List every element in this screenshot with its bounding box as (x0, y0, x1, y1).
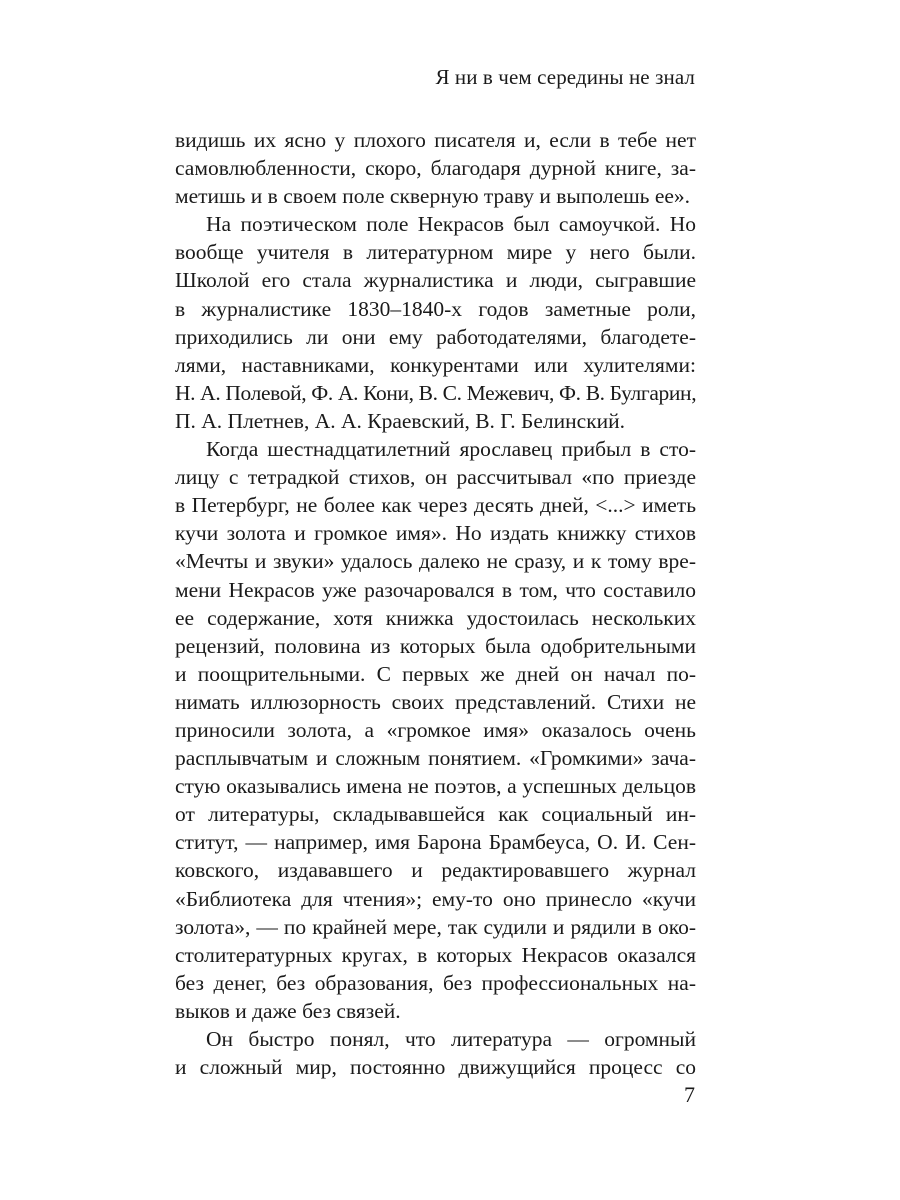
text-line: без денег, без образования, без профессиональных на- (175, 970, 696, 995)
text-line: На поэтическом поле Некрасов был самоучкой. Но (206, 212, 696, 237)
text-line: видишь их ясно у плохого писателя и, если в тебе нет (175, 128, 696, 152)
text-line: нимать иллюзорность своих представлений. Стихи не (175, 689, 696, 714)
text-line: «Библиотека для чтения»; ему-то оно принесло «кучи (175, 886, 696, 911)
text-line: Когда шестнадцатилетний ярославец прибыл в сто- (206, 437, 696, 462)
text-line: выков и даже без связей. (175, 998, 401, 1023)
text-line: расплывчатым и сложным понятием. «Громкими» зача- (175, 746, 696, 771)
text-line: П. А. Плетнев, А. А. Краевский, В. Г. Белинский. (175, 408, 626, 433)
text-line: мени Некрасов уже разочаровался в том, что составило (175, 577, 696, 602)
text-line: в журналистике 1830–1840-х годов заметные роли, (175, 296, 696, 321)
text-line: Он быстро понял, что литература — огромный (206, 1027, 696, 1051)
text-line: золота», — по крайней мере, так судили и рядили в око- (175, 914, 696, 939)
text-line: и сложный мир, постоянно движущийся процесс со (175, 1055, 696, 1080)
text-line: самовлюбленности, скоро, благодаря дурной книге, за- (175, 156, 696, 181)
text-line: вообще учителя в литературном мире у него были. (175, 240, 696, 265)
text-line: ковского, издававшего и редактировавшего журнал (175, 858, 696, 883)
text-line: «Мечты и звуки» удалось далеко не сразу, и к тому вре- (175, 549, 696, 574)
text-line: Н. А. Полевой, Ф. А. Кони, В. С. Межевич, Ф. В. Булгарин, (175, 380, 697, 405)
page-number: 7 (684, 1082, 695, 1107)
text-line: в Петербург, не более как через десять дней, <...> иметь (175, 493, 696, 518)
text-line: ее содержание, хотя книжка удостоилась нескольких (175, 605, 696, 630)
text-line: кучи золота и громкое имя». Но издать книжку стихов (175, 521, 696, 546)
text-line: приходились ли они ему работодателями, благодете- (175, 324, 696, 349)
text-line: лями, наставниками, конкурентами или хулителями: (175, 352, 696, 377)
text-line: метишь и в своем поле скверную траву и выполешь ее». (175, 184, 691, 209)
text-line: ститут, — например, имя Барона Брамбеуса, О. И. Сен- (175, 830, 696, 855)
text-line: столитературных кругах, в которых Некрасов оказался (175, 942, 696, 967)
text-line: стую оказывались имена не поэтов, а успешных дельцов (175, 774, 696, 799)
body-text (175, 126, 696, 1081)
text-line: рецензий, половина из которых была одобрительными (175, 633, 696, 658)
text-line: лицу с тетрадкой стихов, он рассчитывал «по приезде (175, 465, 696, 490)
text-line: приносили золота, а «громкое имя» оказалось очень (175, 717, 696, 742)
text-line: Школой его стала журналистика и люди, сыгравшие (175, 268, 696, 293)
text-line: и поощрительными. С первых же дней он начал по- (175, 661, 696, 686)
text-line: от литературы, складывавшейся как социальный ин- (175, 802, 696, 827)
running-head: Я ни в чем середины не знал (435, 65, 695, 89)
